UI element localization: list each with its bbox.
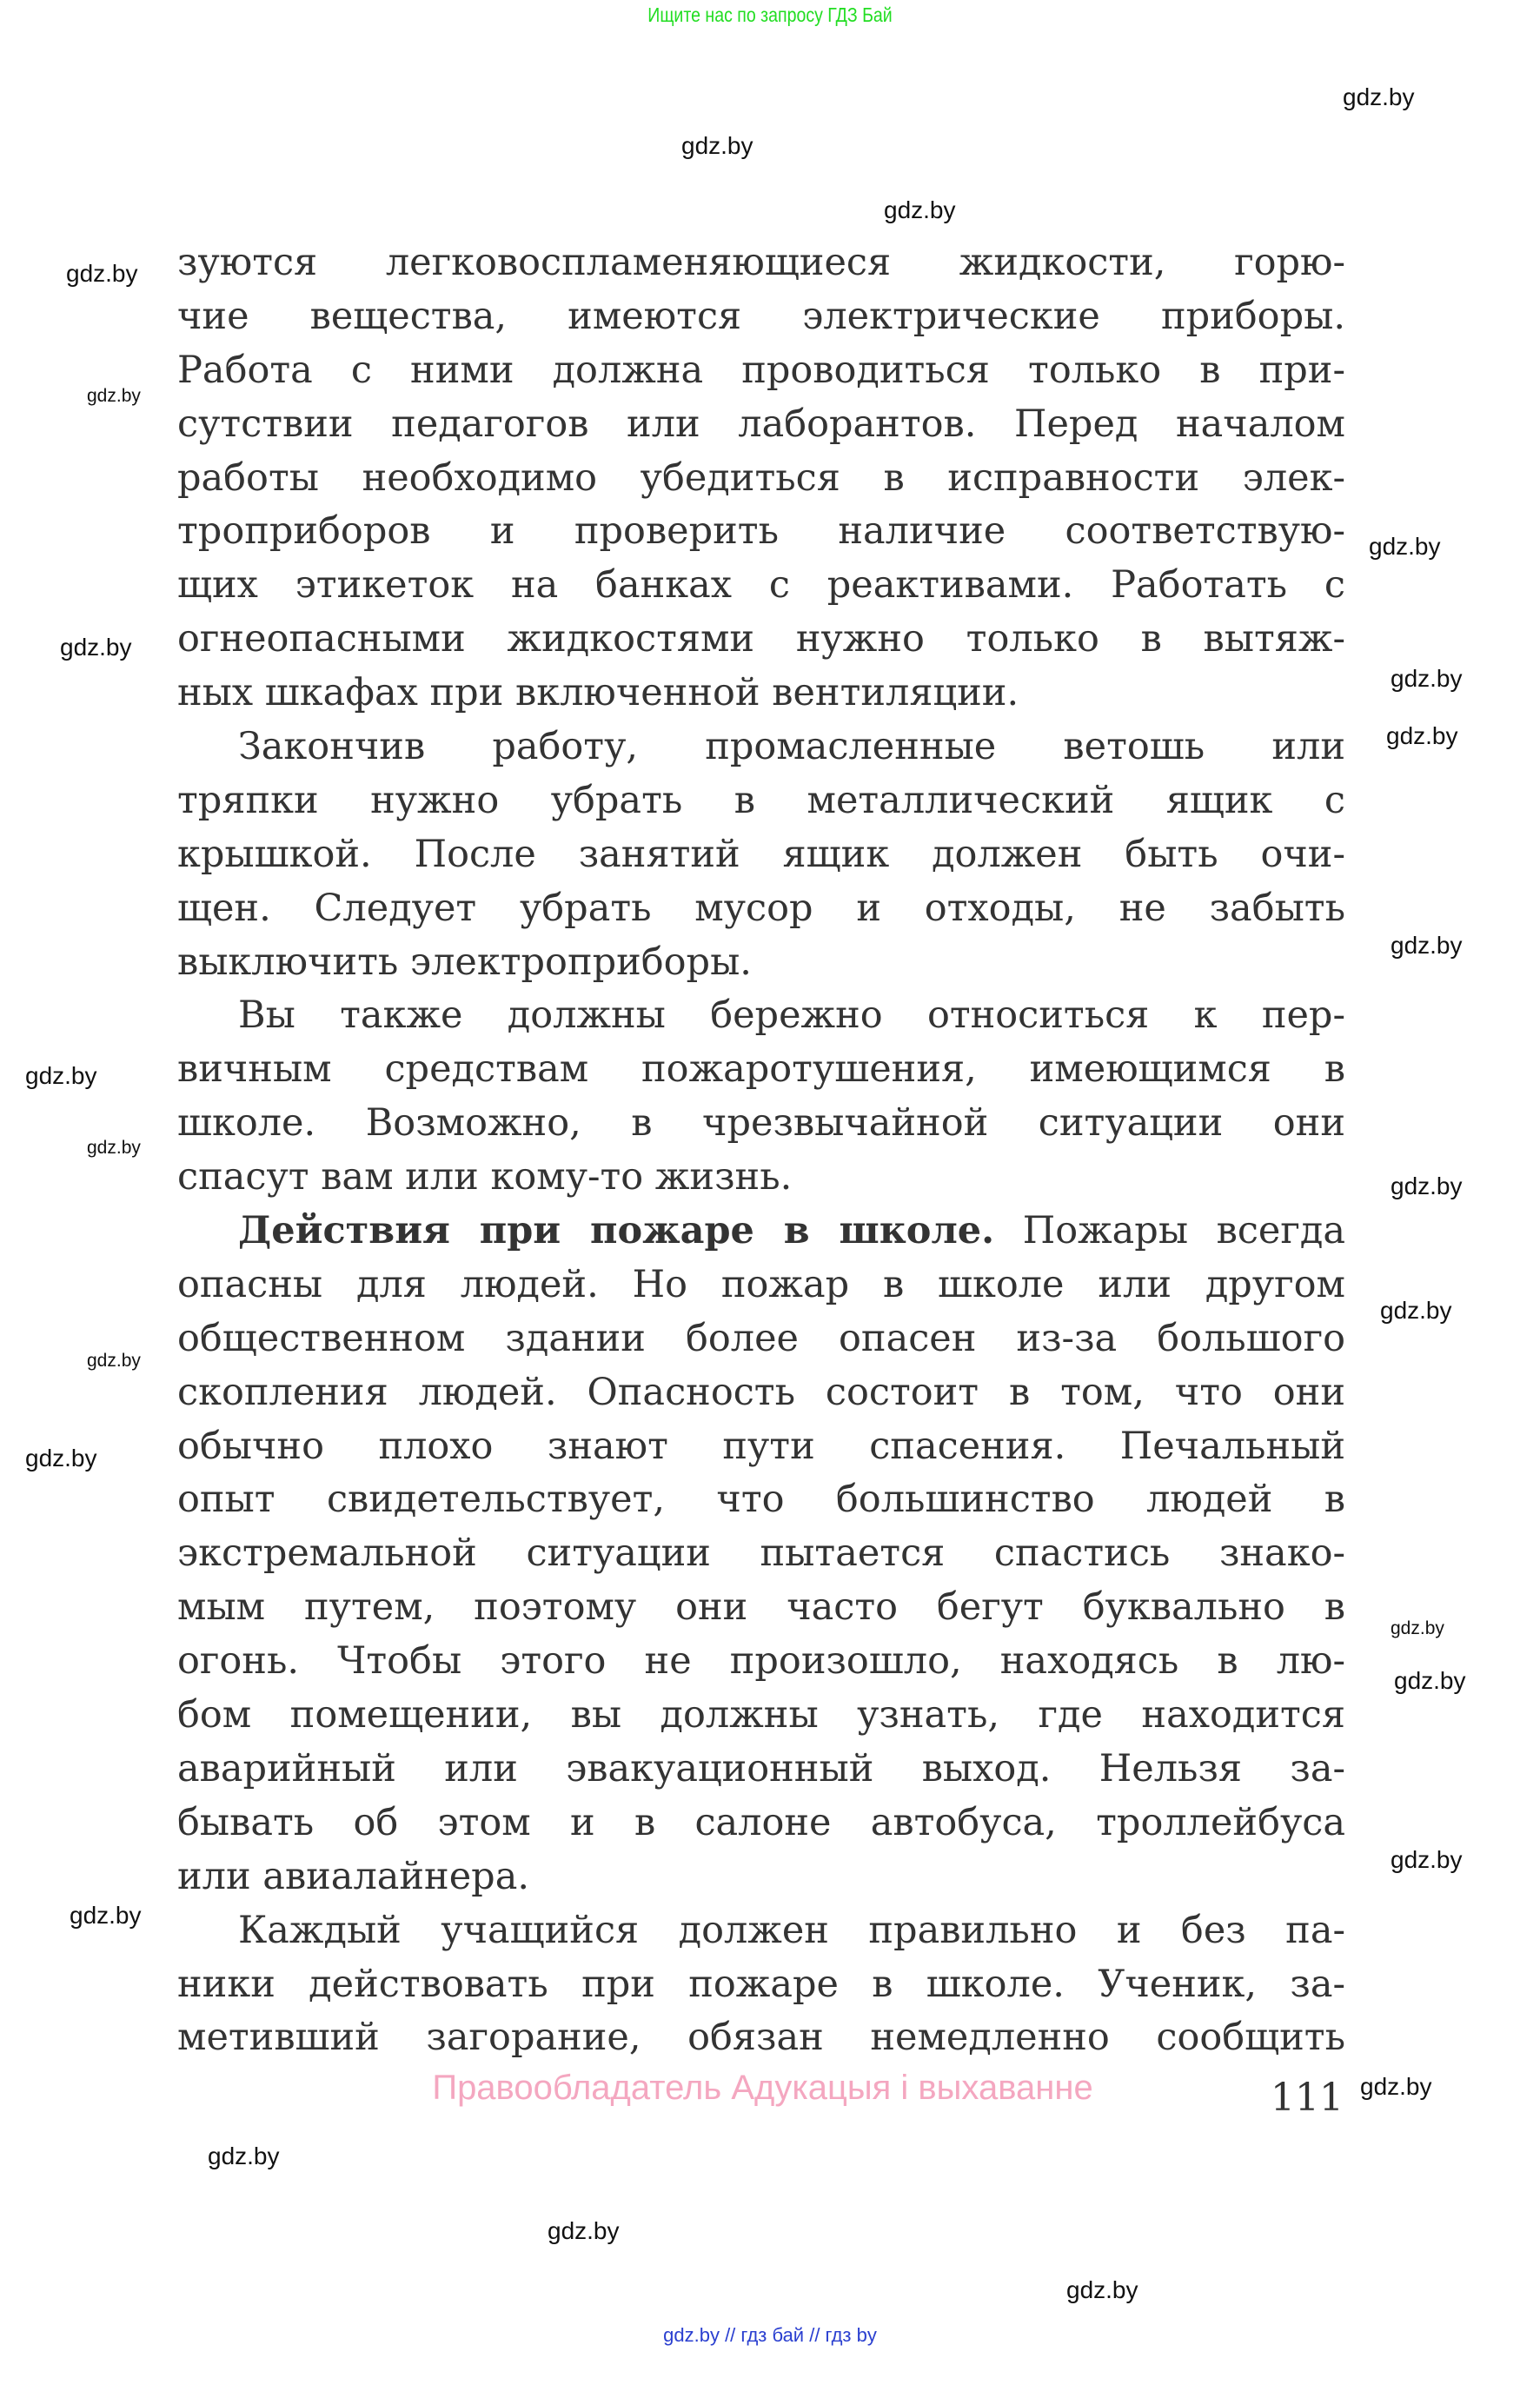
text-line: опыт свидетельствует, что большинство людей в <box>177 1478 1345 1522</box>
text-line: огонь. Чтобы этого не произошло, находясь в лю- <box>177 1639 1345 1684</box>
text-line: Работа с ними должна проводиться только в при- <box>177 348 1345 392</box>
text-line: общественном здании более опасен из-за большого <box>177 1316 1345 1360</box>
text-line: метивший загорание, обязан немедленно сообщить <box>177 2016 1345 2060</box>
text-line: мым путем, поэтому они часто бегут буквально в <box>177 1585 1345 1630</box>
text-line: сутствии педагогов или лаборантов. Перед началом <box>177 402 1345 446</box>
text-line: тряпки нужно убрать в металлический ящик с <box>177 778 1345 822</box>
watermark: gdz.by <box>1343 83 1415 110</box>
watermark: gdz.by <box>1391 1173 1463 1199</box>
watermark: gdz.by <box>60 634 132 661</box>
watermark: gdz.by <box>1391 1846 1463 1873</box>
text-line <box>177 1205 1345 1259</box>
watermark: gdz.by <box>884 196 956 223</box>
search-banner: Ищите нас по запросу ГДЗ Бай <box>647 3 893 26</box>
watermark: gdz.by <box>87 1138 141 1158</box>
text-line: обычно плохо знают пути спасения. Печальный <box>177 1424 1345 1468</box>
text-line: экстремальной ситуации пытается спастись знако- <box>177 1531 1345 1576</box>
text-run: Пожары всегда <box>994 1209 1346 1253</box>
text-line: ники действовать при пожаре в школе. Ученик, за- <box>177 1962 1345 2006</box>
text-line: крышкой. После занятий ящик должен быть очи- <box>177 832 1345 876</box>
text-line: выключить электроприборы. <box>177 940 752 984</box>
watermark: gdz.by <box>548 2217 620 2244</box>
watermark: gdz.by <box>681 132 753 159</box>
watermark: gdz.by <box>87 1351 141 1371</box>
text-line: Вы также должны бережно относиться к пер- <box>238 993 1345 1038</box>
watermark: gdz.by <box>1386 722 1458 749</box>
watermark: gdz.by <box>25 1062 97 1089</box>
text-line: спасут вам или кому-то жизнь. <box>177 1155 793 1199</box>
watermark: gdz.by <box>1391 1618 1444 1638</box>
watermark: gdz.by <box>70 1902 142 1929</box>
text-line: школе. Возможно, в чрезвычайной ситуации они <box>177 1101 1345 1146</box>
watermark: gdz.by <box>1066 2276 1138 2303</box>
page-number: 111 <box>1271 2076 1344 2120</box>
text-line: или авиалайнера. <box>177 1854 529 1898</box>
copyright-owner: Правообладатель Адукацыя і выхаванне <box>432 2069 1093 2107</box>
watermark: gdz.by <box>66 260 138 287</box>
watermark: gdz.by <box>1394 1667 1466 1694</box>
text-line: опасны для людей. Но пожар в школе или другом <box>177 1262 1345 1306</box>
text-line: скопления людей. Опасность состоит в том, что они <box>177 1370 1345 1414</box>
watermark: gdz.by <box>1391 932 1463 959</box>
watermark: gdz.by <box>208 2143 280 2169</box>
text-line: бом помещении, вы должны узнать, где находится <box>177 1693 1345 1737</box>
text-line: ных шкафах при включенной вентиляции. <box>177 671 1019 715</box>
text-line: Закончив работу, промасленные ветошь или <box>238 725 1345 769</box>
text-line: Каждый учащийся должен правильно и без па- <box>238 1908 1345 1952</box>
watermark: gdz.by <box>87 386 141 406</box>
footer-links: gdz.by // гдз бай // гдз by <box>663 2324 877 2346</box>
watermark: gdz.by <box>1360 2073 1432 2100</box>
watermark: gdz.by <box>1391 665 1463 692</box>
body-text <box>177 236 1345 2065</box>
text-line: аварийный или эвакуационный выход. Нельзя за- <box>177 1746 1345 1790</box>
watermark: gdz.by <box>1380 1297 1452 1324</box>
text-line: троприборов и проверить наличие соответствую- <box>177 509 1345 554</box>
text-line: щен. Следует убрать мусор и отходы, не забыть <box>177 886 1345 930</box>
watermark: gdz.by <box>25 1445 97 1472</box>
text-line: зуются легковоспламеняющиеся жидкости, горю- <box>177 241 1345 284</box>
text-line: вичным средствам пожаротушения, имеющимся в <box>177 1047 1345 1092</box>
text-line: щих этикеток на банках с реактивами. Работать с <box>177 563 1345 608</box>
watermark: gdz.by <box>1369 533 1441 560</box>
text-line: работы необходимо убедиться в исправности элек- <box>177 455 1345 500</box>
section-heading: Действия при пожаре в школе. <box>238 1209 995 1253</box>
text-line: бывать об этом и в салоне автобуса, троллейбуса <box>177 1800 1345 1844</box>
text-line: огнеопасными жидкостями нужно только в вытяж- <box>177 617 1345 661</box>
text-line: чие вещества, имеются электрические приборы. <box>177 294 1345 338</box>
